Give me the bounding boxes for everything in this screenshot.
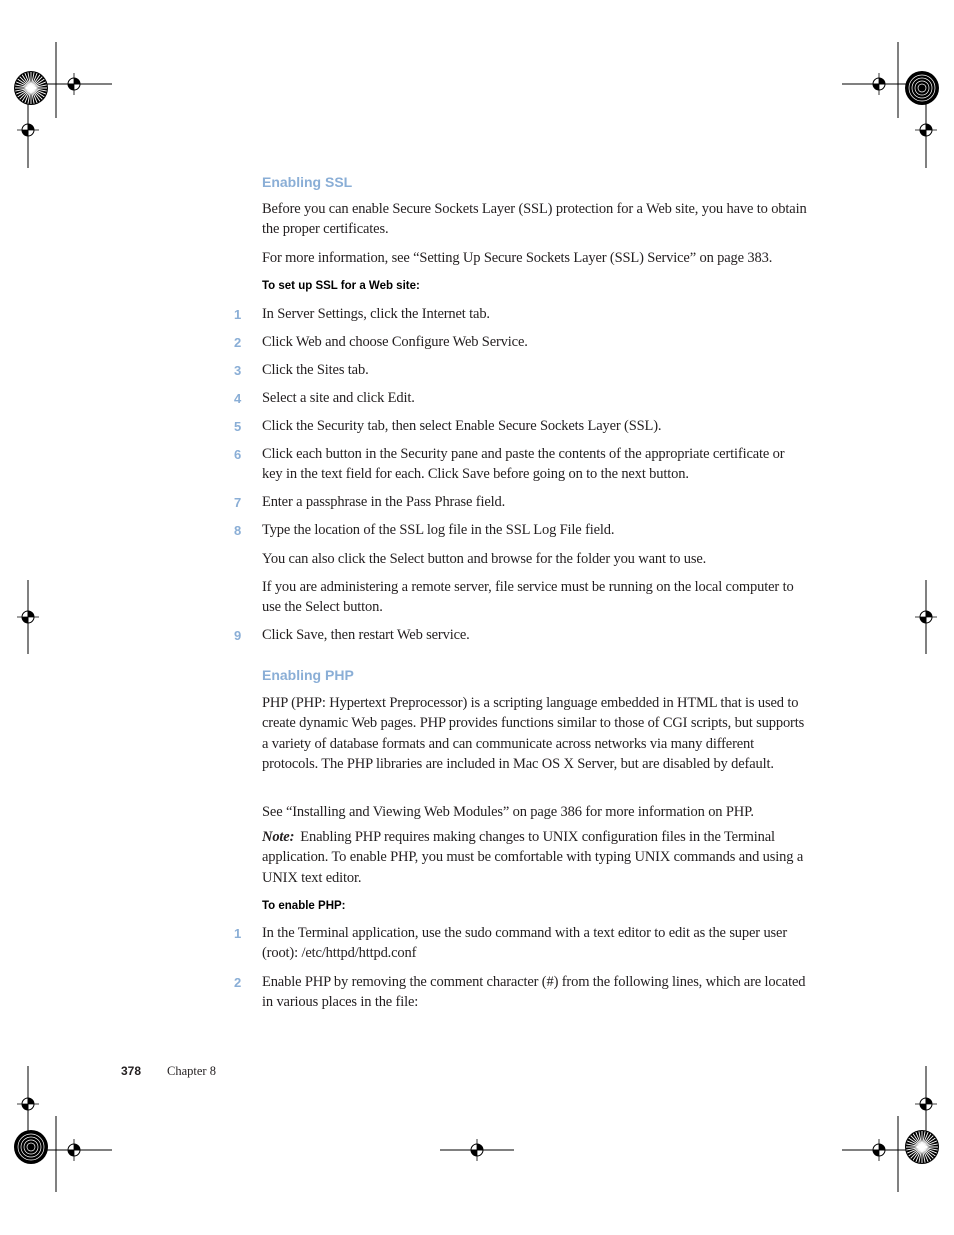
step-text: Click each button in the Security pane and paste the contents of the appropriate certificate or key in the text field for each. Click Save before going on to the next button. [262, 446, 785, 483]
section-heading-ssl: Enabling SSL [262, 174, 353, 190]
php-reference-paragraph: See “Installing and Viewing Web Modules” on page 386 for more information on PHP. [262, 804, 754, 820]
step-number: 9 [234, 628, 242, 643]
registration-mark [466, 1139, 488, 1161]
registration-mark [868, 1139, 890, 1161]
note-label: Note: [262, 829, 295, 845]
php-procedure-heading: To enable PHP: [262, 900, 346, 912]
registration-mark [63, 73, 85, 95]
target-mark [905, 71, 939, 105]
registration-mark [915, 1093, 937, 1115]
ssl-procedure-heading: To set up SSL for a Web site: [262, 280, 420, 292]
registration-mark [17, 606, 39, 628]
step-number: 5 [234, 419, 242, 434]
step-text: Click the Security tab, then select Enable Secure Sockets Layer (SSL). [262, 418, 662, 434]
page-number: 378 [121, 1064, 142, 1078]
step-number: 4 [234, 391, 242, 406]
step-text: Click Save, then restart Web service. [262, 627, 470, 643]
step8-note: You can also click the Select button and browse for the folder you want to use. [262, 551, 707, 567]
starburst-mark [14, 71, 48, 105]
step-text: Type the location of the SSL log file in the SSL Log File field. [262, 522, 615, 538]
step-text: Select a site and click Edit. [262, 390, 415, 406]
step-number: 2 [234, 335, 242, 350]
registration-mark [63, 1139, 85, 1161]
php-note [262, 827, 807, 888]
step-number: 6 [234, 447, 242, 462]
step-text: Enable PHP by removing the comment character (#) from the following lines, which are located in various places in the file: [262, 974, 806, 1011]
step-text: In the Terminal application, use the sudo command with a text editor to edit as the super user (root): /etc/httpd/httpd.conf [262, 925, 788, 962]
registration-mark [868, 73, 890, 95]
step-number: 2 [234, 975, 242, 990]
step-number: 1 [234, 926, 242, 941]
registration-mark [915, 119, 937, 141]
ssl-reference-paragraph: For more information, see “Setting Up Secure Sockets Layer (SSL) Service” on page 383. [262, 250, 773, 266]
step-text: Click the Sites tab. [262, 362, 369, 378]
chapter-label: Chapter 8 [167, 1064, 216, 1078]
registration-mark [915, 606, 937, 628]
target-mark [14, 1130, 48, 1164]
registration-mark [17, 1093, 39, 1115]
step-text: Enter a passphrase in the Pass Phrase field. [262, 494, 506, 510]
step8-note: If you are administering a remote server, file service must be running on the local computer to use the Select button. [262, 579, 794, 616]
section-heading-php: Enabling PHP [262, 667, 354, 683]
php-intro-paragraph: PHP (PHP: Hypertext Preprocessor) is a scripting language embedded in HTML that is used to create dynamic Web pages. PHP provides functions similar to those of CGI scripts, but supports a variety of database formats and can communicate across networks via many different protocols. The PHP libraries are included in Mac OS X Server, but are disabled by default. [262, 695, 805, 772]
note-text: Enabling PHP requires making changes to UNIX configuration files in the Terminal application. To enable PHP, you must be comfortable with typing UNIX commands and using a UNIX text editor. [262, 829, 804, 886]
step-number: 7 [234, 495, 242, 510]
step-text: In Server Settings, click the Internet tab. [262, 306, 490, 322]
step-text: Click Web and choose Configure Web Service. [262, 334, 528, 350]
ssl-intro-paragraph: Before you can enable Secure Sockets Layer (SSL) protection for a Web site, you have to obtain the proper certificates. [262, 201, 807, 238]
starburst-mark [905, 1130, 939, 1164]
step-number: 8 [234, 523, 242, 538]
registration-mark [17, 119, 39, 141]
step-number: 3 [234, 363, 242, 378]
step-number: 1 [234, 307, 242, 322]
